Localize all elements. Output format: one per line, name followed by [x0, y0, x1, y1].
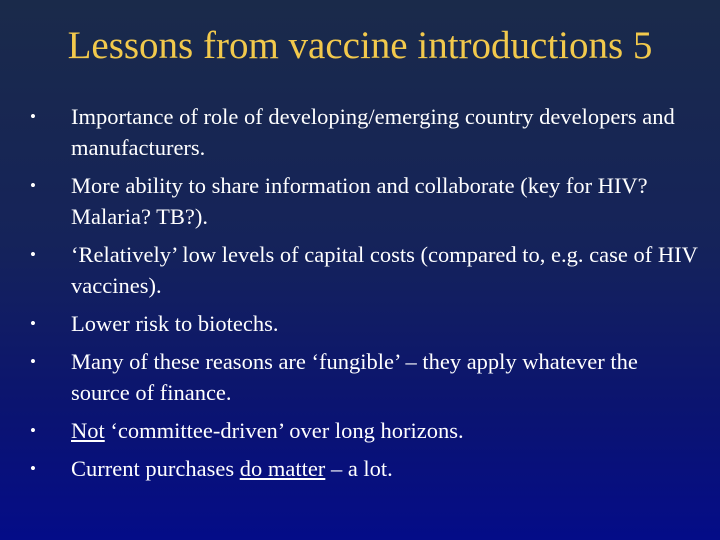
bullet-text: Lower risk to biotechs. [71, 311, 279, 336]
bullet-text: Many of these reasons are ‘fungible’ – they apply whatever the source of finance. [71, 349, 638, 405]
bullet-text-after: – a lot. [325, 456, 393, 481]
bullet-text: Importance of role of developing/emerging country developers and manufacturers. [71, 104, 675, 160]
bullet-item [30, 415, 702, 446]
bullet-list [30, 101, 702, 491]
bullet-text: ‘Relatively’ low levels of capital costs (compared to, e.g. case of HIV vaccines). [71, 242, 698, 298]
bullet-text [71, 456, 393, 481]
bullet-icon: • [30, 107, 36, 126]
underlined-text: do matter [239, 456, 326, 481]
bullet-text-before: Current purchases [71, 456, 240, 481]
bullet-item [30, 239, 702, 301]
bullet-item [30, 170, 702, 232]
bullet-icon: • [30, 459, 36, 478]
bullet-text [71, 418, 464, 443]
bullet-item [30, 101, 702, 163]
bullet-icon: • [30, 176, 36, 195]
bullet-text-rest: ‘committee-driven’ over long horizons. [104, 418, 464, 443]
bullet-item [30, 308, 702, 339]
underlined-text: Not [71, 418, 105, 443]
bullet-item [30, 453, 702, 484]
bullet-item [30, 346, 702, 408]
bullet-icon: • [30, 245, 36, 264]
bullet-icon: • [30, 352, 36, 371]
bullet-text: More ability to share information and collaborate (key for HIV? Malaria? TB?). [71, 173, 648, 229]
bullet-icon: • [30, 421, 36, 440]
slide-title: Lessons from vaccine introductions 5 [67, 24, 653, 67]
bullet-icon: • [30, 314, 36, 333]
